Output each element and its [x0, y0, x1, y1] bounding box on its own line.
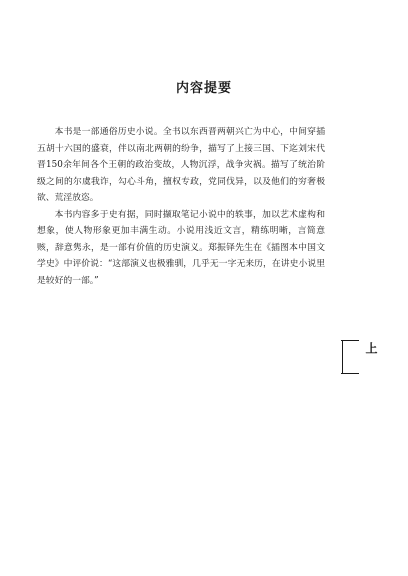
- bracket-bottom-stroke: [341, 373, 359, 374]
- volume-bracket-mark: [342, 340, 359, 374]
- bracket-top-stroke: [341, 340, 359, 341]
- volume-side-label: 上: [364, 342, 378, 354]
- summary-paragraph-2: 本书内容多于史有据，同时撷取笔记小说中的轶事，加以艺术虚构和想象，使人物形象更加丰满生动。小说用浅近文言，精练明晰，言简意赅，辞意隽永，是一部有价值的历史演义。郑振铎先生在《插图本中国文学史》中评价说：“这部演义也极雅驯，几乎无一字无来历，在讲史小说里是较好的一部。”: [37, 209, 325, 286]
- summary-paragraph-1: 本书是一部通俗历史小说。全书以东西晋两朝兴亡为中心，中间穿插五胡十六国的盛衰，伴以南北两朝的纷争，描写了上接三国、下迄刘宋代晋150余年间各个王朝的政治变故，人物沉浮，战争灾祸。描写了统治阶级之间的尔虞我诈，勾心斗角，擅权专政，党同伐异，以及他们的穷奢极欲、荒淫放恣。: [37, 127, 325, 203]
- summary-body: [37, 124, 325, 289]
- page-title: 内容提要: [175, 81, 232, 96]
